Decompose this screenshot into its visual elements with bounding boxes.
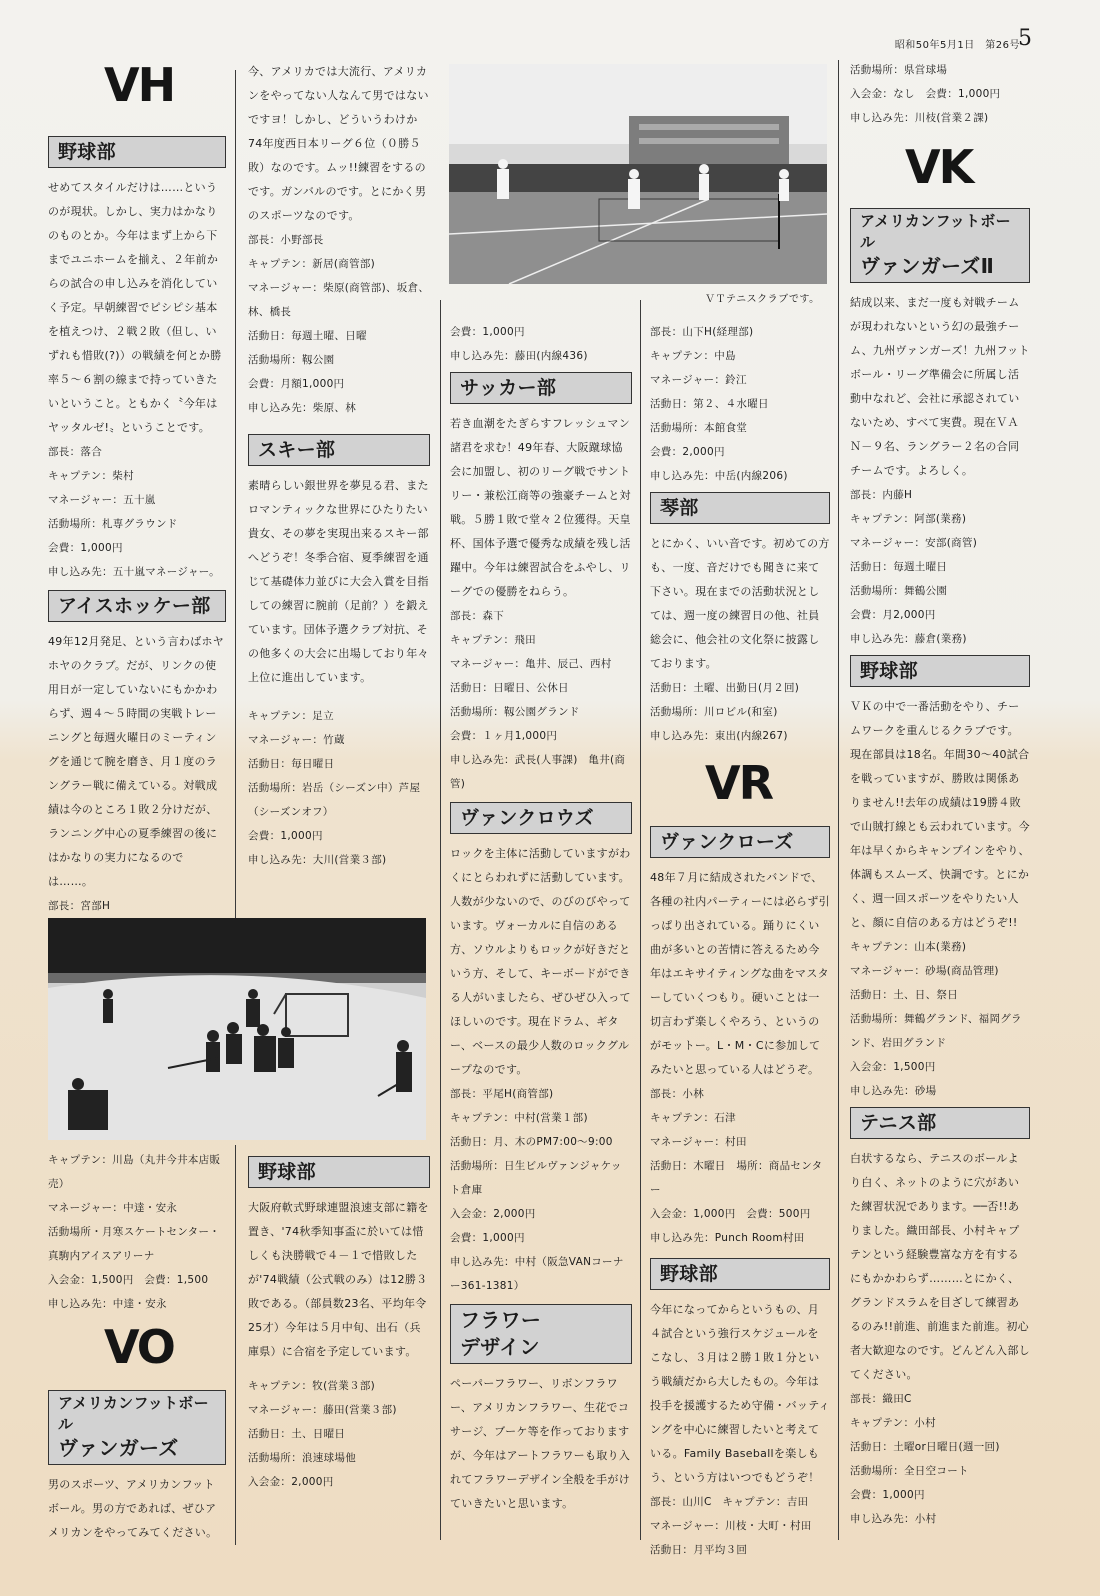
info-line: 申し込み先：五十嵐マネージャー。: [48, 566, 220, 578]
title-small: アメリカンフットボール: [58, 1394, 209, 1433]
tennis-club-photo: [449, 64, 827, 284]
info-line: 申し込み先：藤田(内線436): [450, 350, 588, 362]
info-line: 会費：1,000円: [48, 542, 123, 554]
info-line: キャプテン：山本(業務): [850, 941, 967, 953]
info-line: マネージャー：鈴江: [650, 374, 747, 386]
info-line: 申し込み先：大川(営業３部): [248, 854, 387, 866]
info-line: マネージャー：五十嵐: [48, 494, 156, 506]
tennis-court-image: [449, 64, 827, 284]
info-line: 申し込み先：中村（阪急VANコーナー361-1381）: [450, 1256, 624, 1292]
article-body: ＶＫの中で一番活動をやり、チームワークを重んじるクラブです。現在部員は18名。年間30～40試合を戦っていますが、勝敗は関係ありません!!去年の成績は19勝４敗で山賊打線とも云われています。今年は早くからキャンプインをやり、体調もスムーズ、快調です。とにかく、週一回スポーツをやりたい人と、顔に自信のある方はどうぞ!!: [850, 700, 1030, 929]
info-line: 活動日：毎週土曜日: [850, 561, 948, 573]
info-line: 活動場所：靱公園グランド: [450, 706, 580, 718]
ice-hockey-photo: [48, 918, 426, 1140]
info-line: 会費：1,000円: [248, 830, 323, 842]
info-line: 部長：内藤H: [850, 489, 913, 501]
club-info: [650, 676, 830, 748]
info-line: 申し込み先：Punch Room村田: [650, 1232, 805, 1244]
column-rule: [235, 70, 236, 920]
club-info: [248, 228, 430, 420]
icehockey-info: [48, 1148, 230, 1316]
club-info: [248, 704, 430, 872]
vk-top-info: [850, 58, 1040, 130]
section-title-icehockey: アイスホッケー部: [48, 590, 226, 622]
club-info: [248, 1374, 430, 1494]
page-number: 5: [1018, 26, 1032, 51]
column-4: [650, 320, 830, 748]
info-line: 活動場所：札専グラウンド: [48, 518, 178, 530]
info-line: マネージャー：川枝・大町・村田: [650, 1520, 812, 1532]
info-line: キャプテン：川島（丸井今井本店販売）: [48, 1154, 221, 1190]
column-1: [48, 132, 226, 942]
info-line: 入会金：1,000円 会費：500円: [650, 1208, 811, 1220]
column-4-vr: [650, 822, 830, 1562]
column-rule: [235, 1145, 236, 1545]
info-line: マネージャー：中達・安永: [48, 1202, 178, 1214]
section-title-ski: スキー部: [248, 434, 430, 466]
info-line: 会費：1,000円: [450, 1232, 525, 1244]
article-body: 48年７月に結成されたバンドで、各種の社内パーティーには必らず引っぱり出されている。踊りにくい曲が多いとの苦情に答えるため今年はエキサイティングな曲をマスターしていくつもり。硬いことは一切言わず楽しくやろう、というのがモットー。L・M・Cに参加してみたいと思っている人はどうぞ。: [650, 871, 830, 1076]
info-line: 活動日：毎日曜日: [248, 758, 335, 770]
section-title-vo-baseball: 野球部: [248, 1156, 430, 1188]
info-line: マネージャー：安部(商管): [850, 537, 978, 549]
info-line: キャプテン：中村(営業１部): [450, 1112, 588, 1124]
section-title-koto: 琴部: [650, 492, 830, 524]
vo-football: [48, 1386, 226, 1545]
info-line: 活動日：土、日曜日: [248, 1428, 346, 1440]
club-info: [450, 604, 632, 796]
division-label-vh: VH: [104, 58, 175, 112]
info-line: キャプテン：小村: [850, 1417, 936, 1429]
info-line: 申し込み先：川枝(営業２課): [850, 112, 989, 124]
info-line: 入会金：なし 会費：1,000円: [850, 88, 1001, 100]
info-line: 活動場所：浪速球場他: [248, 1452, 356, 1464]
info-line: 会費：1,000円: [450, 326, 525, 338]
article-body: 若き血潮をたぎらすフレッシュマン諸君を求む！49年春、大阪蹴球協会に加盟し、初のリーグ戦でサントリー・兼松江商等の強豪チームと対戦。５勝１敗で堂々２位獲得。天皇杯、国体予選で優秀な成績を残し活躍中。今年は練習試合をふやし、リーグでの優勝をねらう。: [450, 417, 631, 598]
info-line: マネージャー：村田: [650, 1136, 747, 1148]
info-line: 申し込み先：砂場: [850, 1085, 937, 1097]
info-line: 申し込み先：藤倉(業務): [850, 633, 967, 645]
info-line: 会費：１ヶ月1,000円: [450, 730, 558, 742]
info-line: 活動場所：舞鶴公園: [850, 585, 948, 597]
info-line: キャプテン：新居(商管部): [248, 258, 376, 270]
info-line: 活動日：第２、４水曜日: [650, 398, 769, 410]
division-label-vo: VO: [104, 1320, 174, 1374]
info-line: 入会金：1,500円 会費：1,500: [48, 1274, 209, 1286]
club-info: [850, 1387, 1030, 1531]
info-line: マネージャー：竹蔵: [248, 734, 345, 746]
division-label-vr: VR: [705, 756, 773, 810]
article-body: 男のスポーツ、アメリカンフットボール。男の方であれば、ぜひアメリカンをやってみてください。: [48, 1478, 218, 1539]
info-line: 活動日：土、日、祭日: [850, 989, 958, 1001]
title-small: アメリカンフットボール: [860, 212, 1011, 251]
info-line: 入会金：2,000円: [450, 1208, 536, 1220]
info-line: 部長：落合: [48, 446, 102, 458]
club-info: [48, 440, 226, 584]
section-title-vk-baseball: 野球部: [850, 655, 1030, 687]
division-label-vk: VK: [905, 140, 973, 194]
info-line: 申し込み先：東出(内線267): [650, 730, 788, 742]
info-line: 活動場所：川ロビル(和室): [650, 706, 778, 718]
article-body: せめてスタイルだけは……というのが現状。しかし、実力はかなりのものとか。今年はまず上から下までユニホームを揃え、２年前からの試合の申し込みを消化していく予定。早朝練習でピシピシ基本を植えつけ、２戦２敗（但し、いずれも惜敗(?)）の戦績を何とか勝率５～６割の線まで持っていきたいということ。ともかく〝今年はヤッタルゼ!〟ということです。: [48, 181, 222, 434]
info-line: 部長：平尾H(商管部): [450, 1088, 554, 1100]
column-rule: [640, 300, 641, 1540]
article-body: 素晴らしい銀世界を夢見る君、またロマンティックな世界にひたりたい貴女、その夢を実現出来るスキー部へどうぞ！冬季合宿、夏季練習を通じて基礎体力並びに大会入賞を目指しての練習に腕前（足前？）を鍛えています。団体予選クラブ対抗、その他多くの大会に出場しており年々上位に進出しています。: [248, 479, 429, 684]
club-info: [450, 320, 632, 368]
issue-date: 昭和50年5月1日 第26号: [894, 40, 1020, 51]
title-big: ヴァンガーズⅡ: [860, 254, 995, 278]
info-line: 部長：宮部H: [48, 900, 111, 912]
info-line: 活動場所：舞鶴グランド、福岡グランド、岩田グランド: [850, 1013, 1022, 1049]
info-line: マネージャー：砂場(商品管理): [850, 965, 999, 977]
info-line: マネージャー：亀井、辰己、西村: [450, 658, 612, 670]
info-line: 申し込み先：柴原、林: [248, 402, 356, 414]
club-info: [650, 1490, 830, 1562]
column-2: [248, 60, 430, 872]
club-info: [450, 1082, 632, 1298]
article-body: 49年12月発足、という言わばホヤホヤのクラブ。だが、リンクの使用日が一定していないにもかかわらず、週４～５時間の実戦トレーニングと毎週火曜日のミーティングを通じて腕を磨き、月１度のラングラー戦に備えている。対戦成績は今のところ１敗２分けだが、ランニング中心の夏季練習の後にはかなりの実力になるのでは……。: [48, 635, 225, 888]
info-line: 部長：山下H(経理部): [650, 326, 754, 338]
info-line: 活動日：土曜、出勤日(月２回): [650, 682, 800, 694]
info-line: 活動場所：県営球場: [850, 64, 948, 76]
info-line: 申し込み先：中達・安永: [48, 1298, 167, 1310]
info-line: 活動場所：岩岳（シーズン中）芦屋（シーズンオフ）: [248, 782, 421, 818]
article-body: 大阪府軟式野球連盟浪速支部に籍を置き、'74秋季知事盃に於いては惜しくも決勝戦で４－１で惜敗したが'74戦績（公式戦のみ）は12勝３敗である。（部員数23名、平均年令25才）今年は５月中旬、出石（兵庫県）に合宿を予定しています。: [248, 1201, 429, 1358]
info-line: キャプテン：中島: [650, 350, 736, 362]
column-5: [850, 204, 1030, 1531]
title-line: フラワー: [460, 1308, 542, 1332]
info-line: 入会金：1,500円: [850, 1061, 936, 1073]
article-body: とにかく、いい音です。初めての方も、一度、音だけでも聞きに来て下さい。現在までの活動状況としては、週一度の練習日の他、社員総会に、他会社の文化祭に披露しております。: [650, 537, 830, 670]
info-line: キャプテン：飛田: [450, 634, 536, 646]
title-big: ヴァンガーズ: [58, 1436, 179, 1460]
section-title-vo-vanguards: [48, 1390, 226, 1465]
info-line: 会費：2,000円: [650, 446, 725, 458]
column-3: [450, 320, 632, 1516]
section-title-vanclouds: ヴァンクロウズ: [450, 802, 632, 834]
info-line: 活動場所：全日空コート: [850, 1465, 969, 1477]
club-info: [850, 935, 1030, 1103]
info-line: 会費：月額1,000円: [248, 378, 345, 390]
club-info: [650, 1082, 830, 1250]
section-title-flower-design: [450, 1304, 632, 1364]
article-body: 今、アメリカでは大流行、アメリカンをやってない人なんて男ではないですヨ！しかし、どういうわけか74年度西日本リーグ６位（０勝５敗）なのです。ムッ!!練習をするのです。ガンバルのです。とにかく男のスポーツなのです。: [248, 65, 429, 222]
vo-baseball: [248, 1152, 430, 1494]
info-line: 会費：月2,000円: [850, 609, 936, 621]
info-line: 活動日：土曜or日曜日(週一回): [850, 1441, 1000, 1453]
info-line: 部長：小林: [650, 1088, 704, 1100]
article-body: 白状するなら、テニスのボールより白く、ネットのように穴があいた練習状況であります。──否!!ありました。織田部長、小村キャプテンという経験豊富な方を有するにもかかわらず………とにかく、グランドスラムを目ざして練習あるのみ!!前進、前進また前進。初心者大歓迎なのです。どんどん入部してください。: [850, 1152, 1030, 1381]
article-body: ロックを主体に活動していますがわくにとらわれずに活動しています。人数が少ないので、のびのびやっています。ヴォーカルに自信のある方、ソウルよりもロックが好きだという方、そして、キーボードができる人がいましたら、ぜひぜひ入ってほしいのです。現在ドラム、ギター、ベースの最少人数のロックグループなのです。: [450, 847, 631, 1076]
info-line: キャプテン：石津: [650, 1112, 736, 1124]
column-rule: [440, 300, 441, 1540]
column-rule: [838, 60, 839, 1540]
section-title-soccer: サッカー部: [450, 372, 632, 404]
section-title-vanclose: ヴァンクローズ: [650, 826, 830, 858]
section-title-vanguards-ii: [850, 208, 1030, 283]
info-line: 部長：織田C: [850, 1393, 912, 1405]
info-line: 活動場所：靱公園: [248, 354, 335, 366]
info-line: 活動日：月平均３回: [650, 1544, 748, 1556]
info-line: 申し込み先：武長(人事課) 亀井(商管): [450, 754, 626, 790]
club-info: [650, 320, 830, 488]
section-title-tennis: テニス部: [850, 1107, 1030, 1139]
info-line: 部長：小野部長: [248, 234, 324, 246]
info-line: 活動日：木曜日 場所：商品センター: [650, 1160, 823, 1196]
info-line: マネージャー：藤田(営業３部): [248, 1404, 397, 1416]
info-line: 申し込み先：中岳(内線206): [650, 470, 788, 482]
info-line: マネージャー：柴原(商管部)、坂倉、林、橋長: [248, 282, 430, 318]
article-body: 今年になってからというもの、月４試合という強行スケジュールをこなし、３月は２勝１敗１分という戦績だから大したもの。今年は投手を援護するため守備・バッティングを中心に練習したいと考えている。Family Baseballを楽しもう、という方はいつでもどうぞ！: [650, 1303, 830, 1484]
ice-hockey-image: [48, 918, 426, 1140]
title-line: デザイン: [460, 1335, 540, 1359]
section-title-vh-baseball: 野球部: [48, 136, 226, 168]
info-line: 活動日：日曜日、公休日: [450, 682, 569, 694]
info-line: 部長：山川C キャプテン：吉田: [650, 1496, 809, 1508]
info-line: キャプテン：足立: [248, 710, 334, 722]
info-line: 入会金：2,000円: [248, 1476, 334, 1488]
info-line: 活動場所：日生ビルヴァンジャケット倉庫: [450, 1160, 622, 1196]
info-line: 活動場所：本館食堂: [650, 422, 748, 434]
section-title-vr-baseball: 野球部: [650, 1258, 830, 1290]
info-line: 活動日：月、木のPM7:00～9:00: [450, 1136, 613, 1148]
article-body: 結成以来、まだ一度も対戦チームが現われないという幻の最強チーム、九州ヴァンガーズ！九州フットボール・リーグ準備会に所属し活動中なれど、会社に承認されていないため、すべて実費。現在ＶＡＮ－９名、ラングラー２名の合同チームです。よろしく。: [850, 296, 1030, 477]
club-info: [850, 483, 1030, 651]
info-line: 活動場所・月寒スケートセンター・真駒内アイスアリーナ: [48, 1226, 221, 1262]
info-line: キャプテン：柴村: [48, 470, 134, 482]
article-body: ペーパーフラワー、リボンフラワー、アメリカンフラワー、生花でコサージ、ブーケ等を作っておりますが、今年はアートフラワーも取り入れてフラワーデザイン全般を手がけていきたいと思います。: [450, 1377, 631, 1510]
info-line: 部長：森下: [450, 610, 504, 622]
info-line: 活動日：毎週土曜、日曜: [248, 330, 367, 342]
photo-caption: ＶＴテニスクラブです。: [705, 294, 820, 305]
info-line: キャプテン：阿部(業務): [850, 513, 967, 525]
info-line: 申し込み先：小村: [850, 1513, 937, 1525]
info-line: 会費：1,000円: [850, 1489, 925, 1501]
info-line: キャプテン：牧(営業３部): [248, 1380, 376, 1392]
